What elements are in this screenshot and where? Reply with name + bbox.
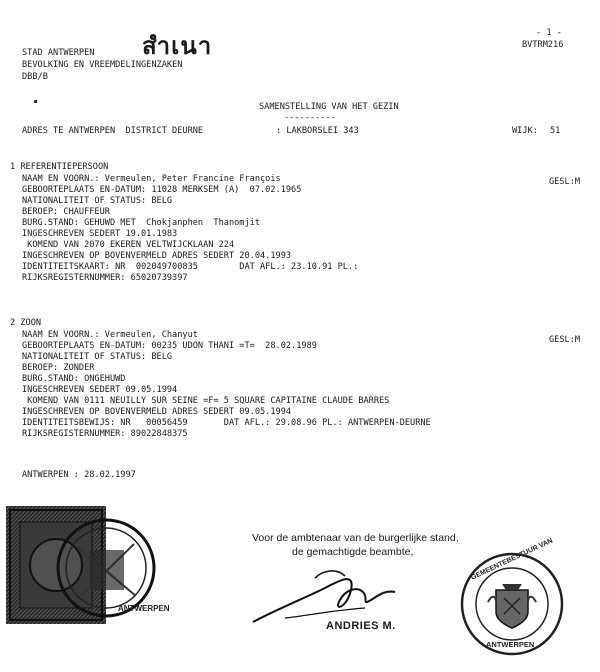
detail-line: NAAM EN VOORN.: Vermeulen, Chanyut: [22, 330, 198, 340]
person-2-header: 2 ZOON: [10, 318, 42, 328]
detail-line: NAAM EN VOORN.: Vermeulen, Peter Francine François: [22, 174, 281, 184]
detail-line: BURG.STAND: GEHUWD MET Chokjanphen Thanomjit: [22, 218, 260, 228]
signer-name: ANDRIES M.: [326, 620, 396, 632]
detail-line: KOMEND VAN 2070 EKEREN VELTWIJCKLAAN 224: [22, 240, 235, 250]
official-line-2: de gemachtigde beambte,: [292, 546, 414, 558]
date-line: ANTWERPEN : 28.02.1997: [22, 470, 136, 480]
detail-line: INGESCHREVEN OP BOVENVERMELD ADRES SEDERT 09.05.1994: [22, 407, 292, 417]
wijk-label: WIJK:: [512, 126, 538, 136]
detail-line: INGESCHREVEN SEDERT 09.05.1994: [22, 385, 178, 395]
detail-line: GEBOORTEPLAATS EN-DATUM: 11028 MERKSEM (A) 07.02.1965: [22, 185, 302, 195]
address-value: : LAKBORSLEI 343: [276, 126, 359, 136]
detail-line: INGESCHREVEN SEDERT 19.01.1983: [22, 229, 178, 239]
org-line-1: STAD ANTWERPEN: [22, 48, 95, 58]
org-line-2: BEVOLKING EN VREEMDELINGENZAKEN: [22, 60, 183, 70]
seal-text-bottom: ANTWERPEN: [486, 640, 535, 649]
person-2-gender: GESL:M: [549, 335, 581, 345]
address-label: ADRES TE ANTWERPEN DISTRICT DEURNE: [22, 126, 204, 136]
page-number: - 1 -: [536, 28, 562, 38]
person-1-gender: GESL:M: [549, 177, 581, 187]
detail-line: BEROEP: CHAUFFEUR: [22, 207, 110, 217]
detail-line: IDENTITEITSKAART: NR 002049700835 DAT AFL.: 23.10.91 PL.:: [22, 262, 359, 272]
title-underline: ----------: [284, 113, 336, 123]
detail-line: BEROEP: ZONDER: [22, 363, 95, 373]
revenue-stamp: [6, 506, 170, 624]
detail-line: INGESCHREVEN OP BOVENVERMELD ADRES SEDERT 20.04.1993: [22, 251, 292, 261]
org-line-3: DBB/B: [22, 72, 48, 82]
seal-text-top: GEMEENTEBESTUUR VAN: [470, 537, 554, 582]
person-1-header: 1 REFERENTIEPERSOON: [10, 162, 109, 172]
detail-line: BURG.STAND: ONGEHUWD: [22, 374, 126, 384]
doc-code: BVTRM216: [522, 40, 564, 50]
detail-line: NATIONALITEIT OF STATUS: BELG: [22, 352, 173, 362]
thai-copy-annotation: สำเนา: [142, 31, 213, 60]
document-title: SAMENSTELLING VAN HET GEZIN: [259, 102, 399, 112]
detail-line: RIJKSREGISTERNUMMER: 89022848375: [22, 429, 188, 439]
wijk-value: 51: [550, 126, 561, 136]
person-1-details: [22, 174, 358, 284]
detail-line: GEBOORTEPLAATS EN-DATUM: 00235 UDON THANI =T= 28.02.1989: [22, 341, 317, 351]
official-line-1: Voor de ambtenaar van de burgerlijke stand,: [252, 532, 459, 544]
punch-mark: [34, 100, 37, 103]
detail-line: IDENTITEITSBEWIJS: NR 00056459 DAT AFL.: 29.08.96 PL.: ANTWERPEN-DEURNE: [22, 418, 431, 428]
detail-line: NATIONALITEIT OF STATUS: BELG: [22, 196, 173, 206]
stamp-text: ANTWERPEN: [118, 604, 170, 613]
person-2-details: [22, 330, 431, 440]
municipal-seal: [452, 537, 576, 658]
detail-line: RIJKSREGISTERNUMMER: 65020739397: [22, 273, 188, 283]
detail-line: KOMEND VAN 0111 NEUILLY SUR SEINE =F= 5 SQUARE CAPITAINE CLAUDE BARRES: [22, 396, 390, 406]
